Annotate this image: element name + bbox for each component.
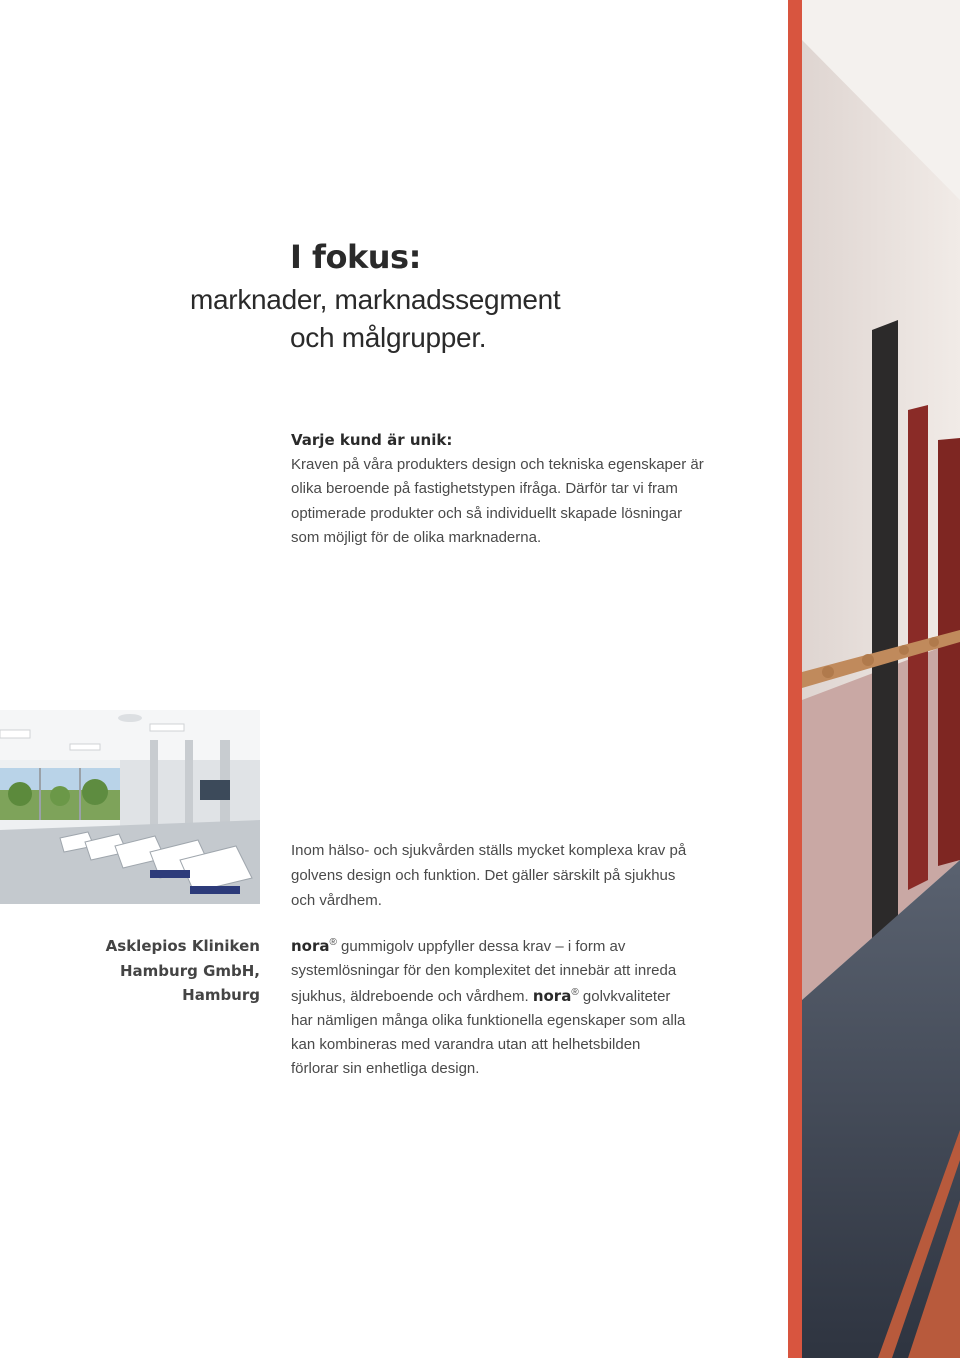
intro-section bbox=[291, 428, 711, 551]
title-bold: I fokus: bbox=[290, 238, 421, 276]
nora-paragraph-part-1: gummigolv uppfyller dessa krav – i form av systemlösningar för den komplexitet det innebär att inreda sjukhus, äldreboende och vårdhem. bbox=[291, 938, 677, 1005]
corridor-photo bbox=[788, 0, 960, 1358]
nora-paragraph bbox=[291, 934, 691, 1082]
title-line-1: marknader, marknadssegment bbox=[190, 284, 561, 315]
caption-line-3: Hamburg bbox=[182, 986, 260, 1004]
registered-mark-2: ® bbox=[571, 986, 579, 998]
clinic-room-photo bbox=[0, 710, 260, 904]
caption-line-1: Asklepios Kliniken bbox=[105, 937, 260, 955]
healthcare-paragraph: Inom hälso- och sjukvården ställs mycket komplexa krav på golvens design och funktion. Det gäller särskilt på sjukhus och vårdhem. bbox=[291, 842, 687, 909]
title-line-2: och målgrupper. bbox=[290, 322, 487, 353]
registered-mark: ® bbox=[329, 937, 337, 948]
caption-line-2: Hamburg GmbH, bbox=[119, 961, 260, 980]
brand-name-2: nora bbox=[532, 986, 572, 1005]
intro-heading: Varje kund är unik: bbox=[291, 431, 453, 449]
nora-paragraph-part-2: golvkvaliteter har nämligen många olika funktionella egenskaper som alla kan kombineras med varandra utan att helhetsbilden förlorar sin enhetliga design. bbox=[291, 987, 686, 1078]
brand-name: nora bbox=[291, 937, 330, 955]
photo-caption bbox=[60, 934, 260, 1008]
intro-body: Kraven på våra produkters design och tekniska egenskaper är olika beroende på fastighetstypen ifråga. Därför tar vi fram optimerade produkter och så individuellt skapade lösningar som möjligt för de olika marknaderna. bbox=[291, 455, 704, 546]
